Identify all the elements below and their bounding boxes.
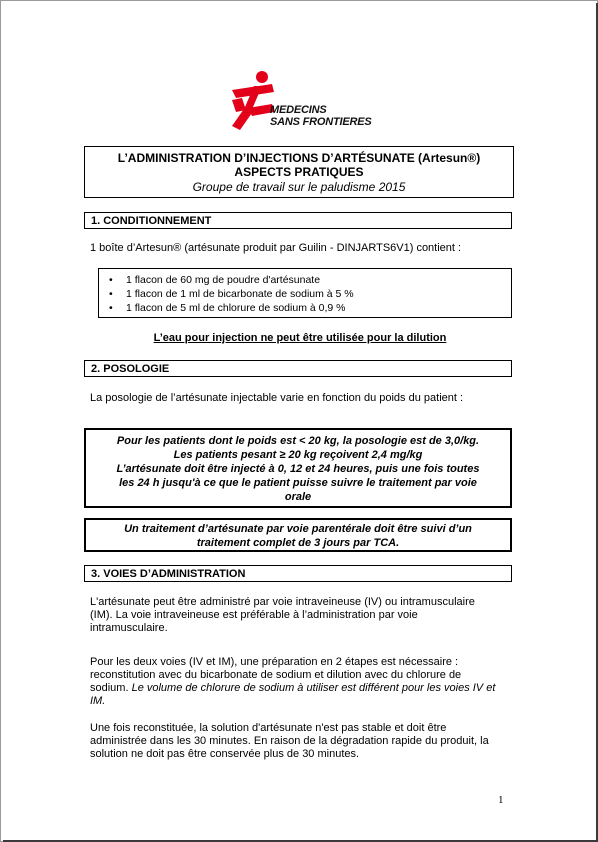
dosage-line: Pour les patients dont le poids est < 20 kg, la posologie est de 3,0/kg.	[116, 435, 480, 447]
treatment-line: traitement complet de 3 jours par TCA.	[196, 537, 400, 549]
para-2-text: Pour les deux voies (IV et IM), une préparation en 2 étapes est nécessaire : reconstitution avec du bicarbonate de sodium et dilution avec du chlorure de sodium.	[90, 656, 462, 694]
section-3-heading: 3. VOIES D’ADMINISTRATION	[84, 565, 512, 582]
list-item: • 1 flacon de 60 mg de poudre d'artésunate	[109, 273, 511, 287]
dosage-box	[84, 428, 512, 508]
working-group: Groupe de travail sur le paludisme 2015	[192, 180, 406, 194]
document-title: L’ADMINISTRATION D’INJECTIONS D’ARTÉSUNATE (Artesun®)	[117, 151, 481, 165]
logo-line-2: SANS FRONTIERES	[270, 116, 372, 128]
dilution-warning: L’eau pour injection ne peut être utilisée pour la dilution	[153, 332, 447, 344]
contents-list	[99, 269, 511, 315]
list-item: • 1 flacon de 5 ml de chlorure de sodium à 0,9 %	[109, 301, 511, 315]
section-1-heading: 1. CONDITIONNEMENT	[84, 212, 512, 229]
section-2-heading: 2. POSOLOGIE	[84, 360, 512, 377]
treatment-line: Un traitement d’artésunate par voie parentérale doit être suivi d’un	[124, 523, 472, 535]
logo-line-1: MEDECINS	[270, 104, 327, 116]
treatment-box	[84, 518, 512, 552]
page-number: 1	[498, 794, 504, 806]
document-subtitle: ASPECTS PRATIQUES	[234, 165, 364, 179]
msf-running-man-icon	[228, 70, 276, 132]
dosage-line: orale	[284, 491, 312, 503]
section-1-intro: 1 boîte d’Artesun® (artésunate produit par Guilin - DINJARTS6V1) contient :	[90, 242, 462, 254]
section-3-para-1: L'artésunate peut être administré par voie intraveineuse (IV) ou intramusculaire (IM). La voie intraveineuse est préférable à l’administration par voie intramusculaire.	[90, 596, 475, 634]
dosage-line: Les patients pesant ≥ 20 kg reçoivent 2,4 mg/kg	[173, 449, 423, 461]
contents-list-box	[98, 268, 512, 318]
section-2-intro: La posologie de l’artésunate injectable varie en fonction du poids du patient :	[90, 392, 464, 404]
section-3-para-3: Une fois reconstituée, la solution d'artésunate n'est pas stable et doit être administrée dans les 30 minutes. En raison de la dégradation rapide du produit, la solution ne doit pas être conservée plus de 30 minutes.	[90, 722, 489, 760]
section-3-para-2	[90, 656, 500, 708]
dosage-line: les 24 h jusqu'à ce que le patient puisse suivre le traitement par voie	[119, 477, 477, 489]
dosage-line: L’artésunate doit être injecté à 0, 12 et 24 heures, puis une fois toutes	[116, 463, 480, 475]
para-2-italic-text: Le volume de chlorure de sodium à utiliser est différent pour les voies IV et IM.	[90, 682, 496, 707]
title-box	[84, 146, 514, 198]
msf-logo	[228, 70, 378, 136]
list-item: • 1 flacon de 1 ml de bicarbonate de sodium à 5 %	[109, 287, 511, 301]
